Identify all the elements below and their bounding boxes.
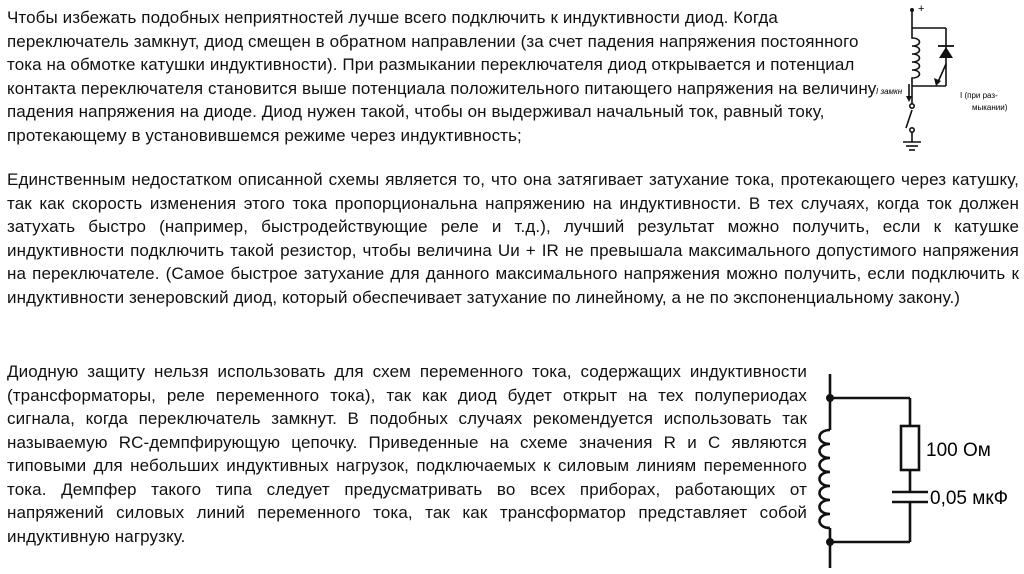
switch-contact-top bbox=[910, 104, 914, 108]
inductor-coil bbox=[820, 430, 831, 528]
paragraph-rc-snubber: Диодную защиту нельзя использовать для схем переменного тока, содержащих индуктивности (трансформаторы, реле переменного тока), так как диод будет открыт на тех полупериодах сигнала, когда переключатель замкнут. В подобных случаях рекомендуется использовать так называемую RC-демпфирующую цепочку. Приведенные на схеме значения R и C являются типовыми для небольших индуктивных нагрузок, подключаемых к силовым линиям переменного тока. Демпфер такого типа следует предусматривать во всех приборах, работающих от напряжений силовых линий переменного тока, так как трансформатор представляет собой индуктивную нагрузку. bbox=[7, 362, 807, 546]
diode-symbol bbox=[939, 47, 953, 58]
current-open-label-line1: I (при раз- bbox=[960, 91, 998, 100]
arrowhead-closed bbox=[906, 96, 912, 102]
junction-top bbox=[826, 394, 834, 402]
inductor-coil bbox=[912, 28, 920, 86]
switch-lever bbox=[906, 110, 912, 128]
resistor-symbol bbox=[901, 426, 919, 470]
paragraph-slow-decay: Единственным недостатком описанной схемы является то, что она затягивает затухание тока, протекающего через катушку, так как скорость изменения этого тока пропорциональна напряжению на индуктивности. В тех случаях, когда ток должен затухать быстро (например, быстродействующие реле и т.д.), лучший результат можно получить, если к катушке индуктивности подключить такой резистор, чтобы величина Uи + IR не превышала максимального допустимого напряжения на переключателе. (Самое быстрое затухание для данного максимального напряжения можно получить, если подключить к индуктивности зенеровский диод, который обеспечивает затухание по линейному, а не по экспоненциальному закону.) bbox=[7, 170, 1019, 307]
current-closed-label: I замкн bbox=[876, 87, 903, 96]
supply-terminal bbox=[910, 8, 914, 12]
paragraph-diode-protection: Чтобы избежать подобных неприятностей лучше всего подключить к индуктивности диод. Когда переключатель замкнут, диод смещен в обратном направлении (за счет падения напряжения постоянного тока на обмотке катушки индуктивности). При размыкании переключателя диод открывается и потенциал контакта переключателя становится выше потенциала положительного питающего напряжения на величину падения напряжения на диоде. Диод нужен такой, чтобы он выдерживал начальный ток, равный току, протекающему в установившемся режиме через индуктивность; bbox=[7, 8, 877, 145]
junction-bottom bbox=[826, 538, 834, 546]
diode-protection-schematic bbox=[876, 0, 1024, 170]
resistor-value-label: 100 Ом bbox=[926, 440, 991, 461]
plus-label: + bbox=[918, 3, 925, 15]
capacitor-value-label: 0,05 мкФ bbox=[930, 488, 1009, 509]
current-open-label-line2: мыкании) bbox=[972, 103, 1008, 112]
switch-contact-bottom bbox=[910, 128, 914, 132]
rc-snubber-schematic bbox=[808, 368, 1024, 574]
current-arrow-open bbox=[938, 64, 946, 82]
